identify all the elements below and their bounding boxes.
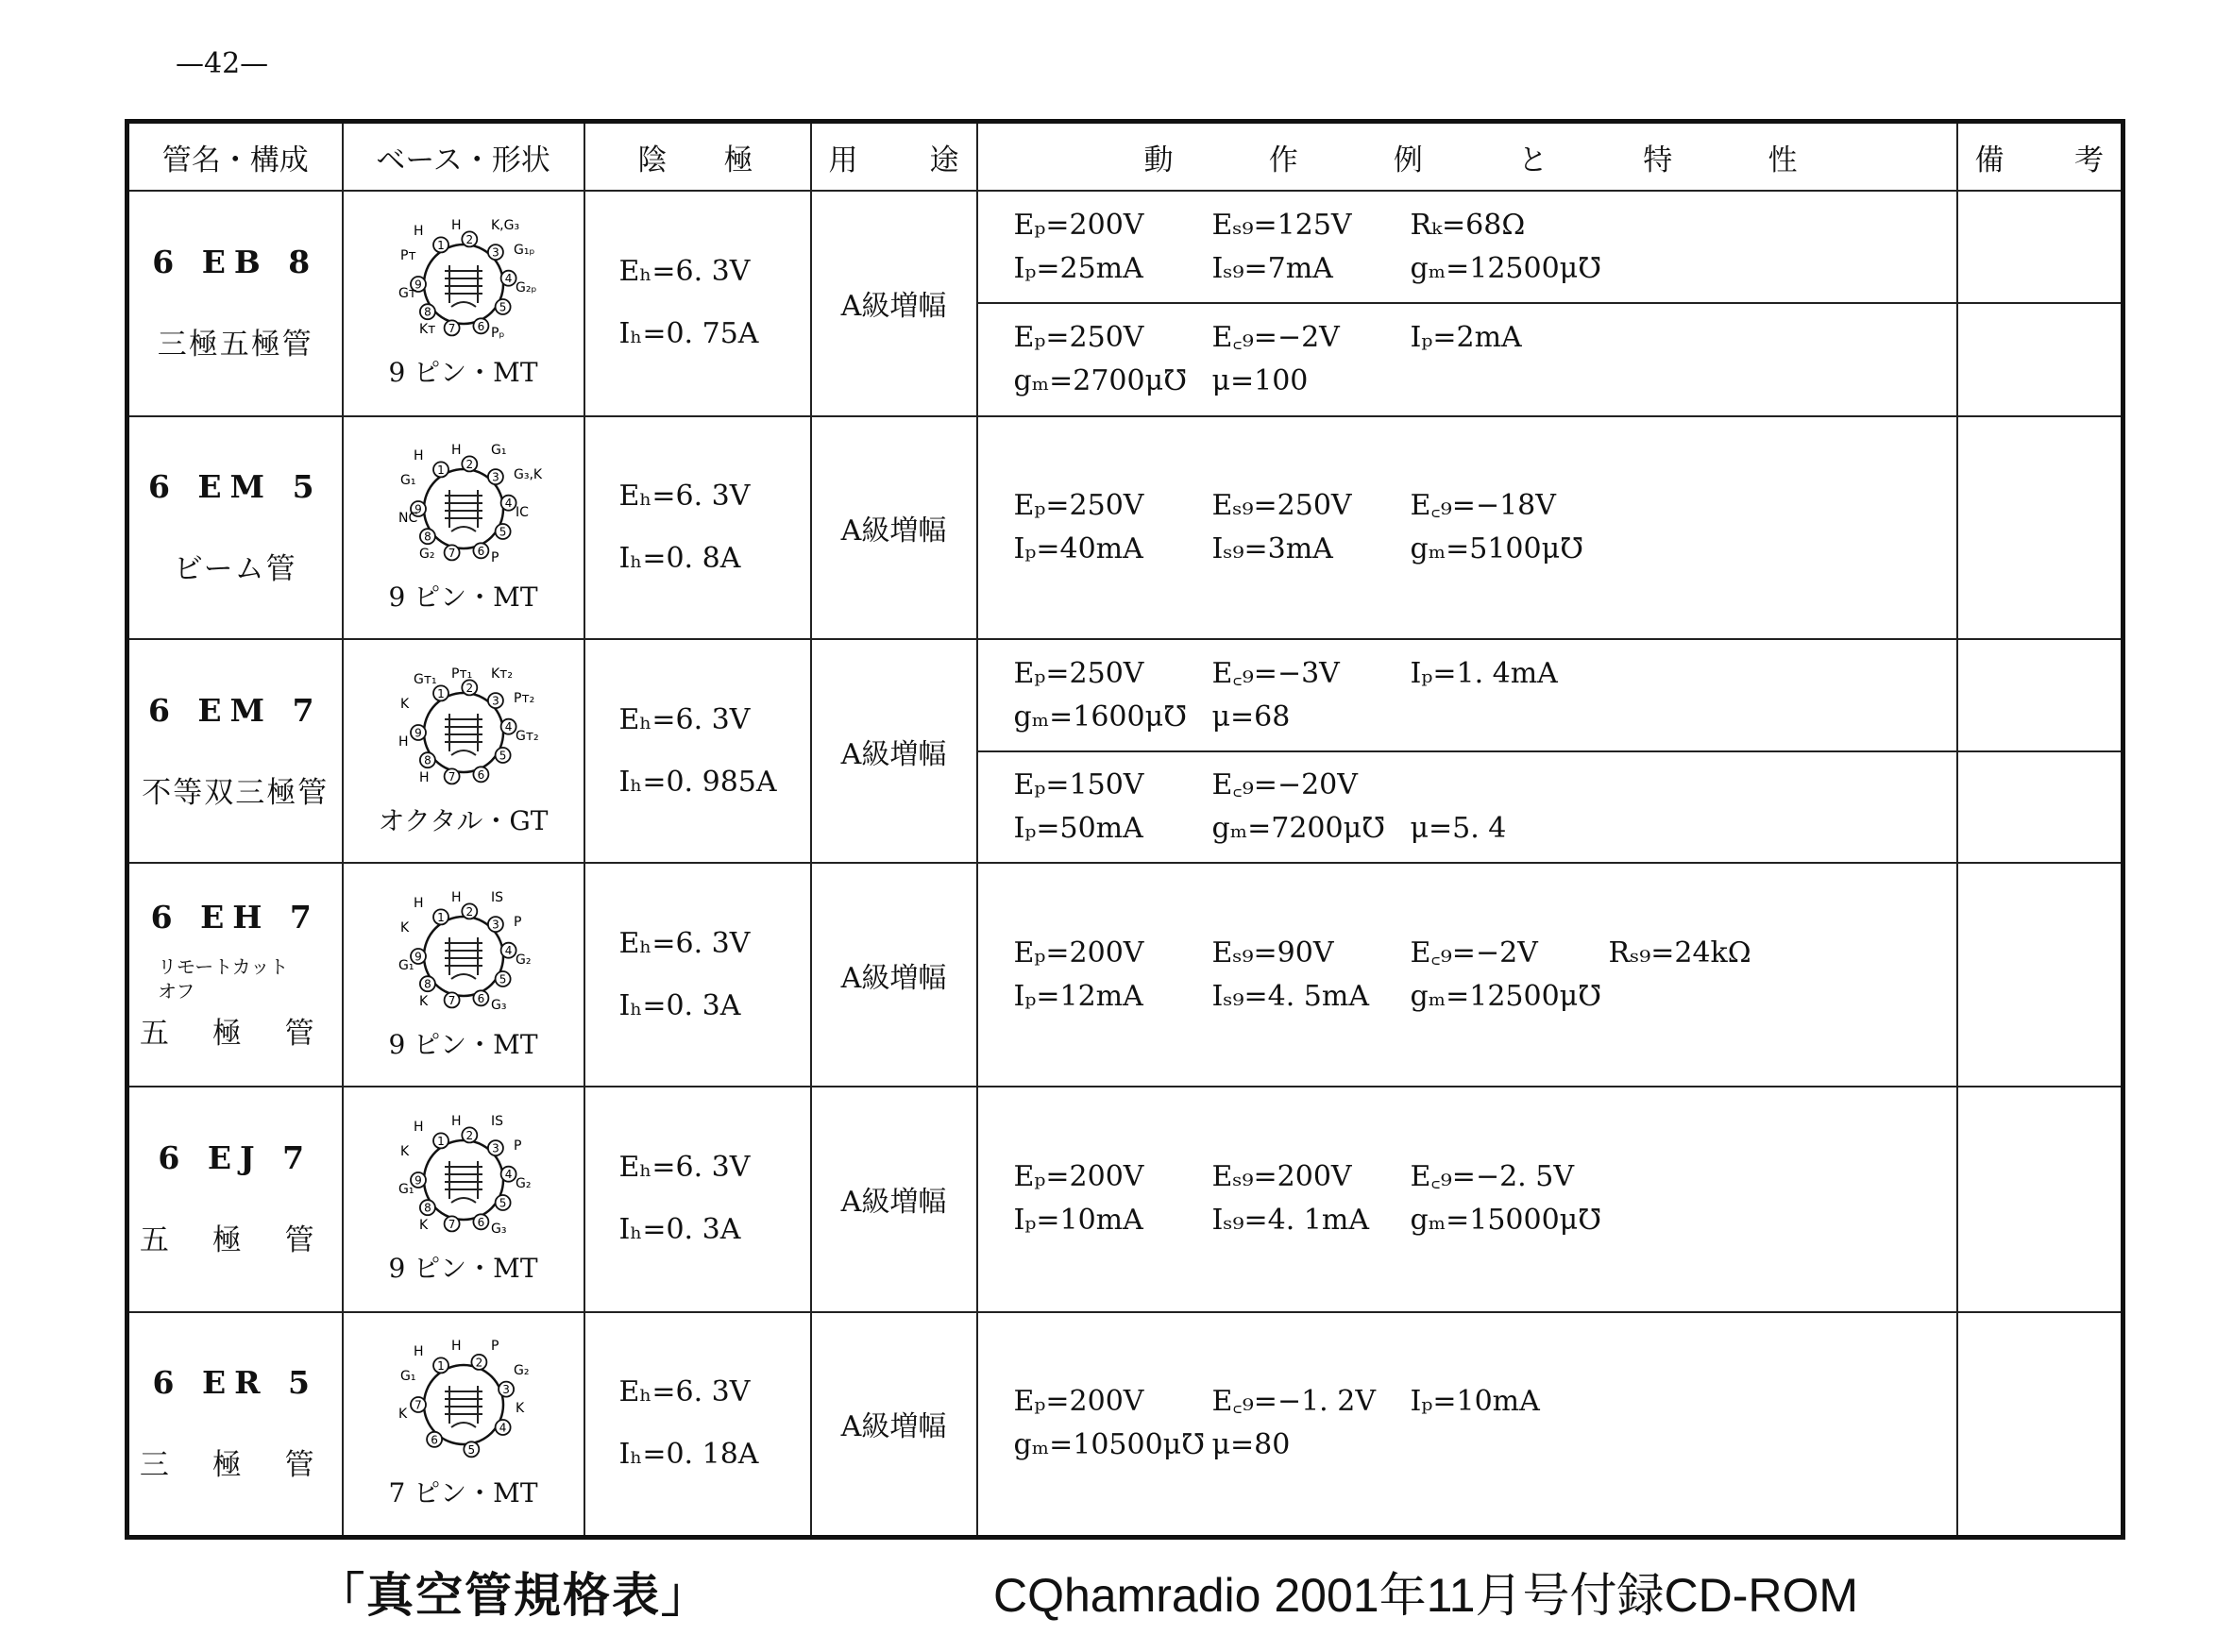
pin-number: 9 bbox=[414, 1173, 422, 1188]
operation-value: gₘ=1600μ℧ bbox=[1013, 700, 1187, 733]
operation-line bbox=[1014, 484, 1956, 528]
pin-label: Pᴛ bbox=[399, 248, 416, 264]
operation-value: Iₛ₉=4. 5mA bbox=[1211, 979, 1369, 1013]
pin-label: H bbox=[398, 733, 409, 750]
operation-value: Eₚ=150V bbox=[1013, 768, 1144, 802]
use-cell: A級増幅 bbox=[811, 639, 977, 863]
pin-number: 3 bbox=[491, 1141, 499, 1155]
pin-number: 1 bbox=[436, 464, 445, 478]
pin-label: Pᴛ₂ bbox=[513, 690, 534, 706]
notes-cell bbox=[1957, 639, 2123, 863]
heater-current: Iₕ=0. 3A bbox=[618, 1213, 741, 1247]
pin-label: G₃,K bbox=[513, 467, 542, 483]
pin-number: 3 bbox=[491, 918, 499, 932]
pin-number: 9 bbox=[414, 278, 422, 292]
operation-value: μ=100 bbox=[1211, 364, 1309, 398]
tube-construction: 三極五極管 bbox=[157, 328, 313, 362]
pin-label: Kᴛ bbox=[418, 322, 435, 338]
use-cell: A級増幅 bbox=[811, 1312, 977, 1538]
pin-label: K bbox=[399, 919, 409, 936]
operation-line bbox=[1014, 1424, 1956, 1467]
pin-label: Kᴛ₂ bbox=[490, 666, 513, 682]
heater-voltage: Eₕ=6. 3V bbox=[618, 1375, 751, 1409]
heater-current: Iₕ=0. 3A bbox=[618, 988, 741, 1022]
header-use-b: 途 bbox=[929, 143, 959, 177]
heater-current: Iₕ=0. 8A bbox=[618, 542, 741, 576]
operation-line bbox=[1014, 360, 1956, 403]
operation-value: E꜀₉=−1. 2V bbox=[1211, 1385, 1376, 1419]
pin-label: H bbox=[450, 443, 462, 459]
heater-voltage: Eₕ=6. 3V bbox=[618, 255, 751, 289]
cathode-cell bbox=[584, 639, 811, 863]
pin-label: K bbox=[418, 1218, 428, 1234]
cathode-cell bbox=[584, 191, 811, 416]
tube-construction: 五 極 管 bbox=[139, 1223, 331, 1258]
tube-name-cell bbox=[127, 1087, 343, 1312]
operation-value: Iₛ₉=3mA bbox=[1211, 532, 1333, 566]
operation-line bbox=[1014, 696, 1956, 739]
operation-value: μ=5. 4 bbox=[1410, 812, 1507, 846]
operation-value: gₘ=7200μ℧ bbox=[1211, 812, 1385, 846]
pin-label: G₂ bbox=[515, 952, 531, 968]
pin-number: 3 bbox=[501, 1383, 510, 1397]
pin-label: Pₚ bbox=[490, 326, 504, 342]
pin-label: IS bbox=[490, 1114, 503, 1130]
base-type: オクタル・GT bbox=[378, 804, 549, 836]
pin-label: H bbox=[450, 218, 462, 234]
operation-value: Eₚ=250V bbox=[1013, 489, 1144, 523]
pin-number: 8 bbox=[423, 530, 431, 544]
pin-diagram bbox=[393, 888, 534, 1020]
operation-line bbox=[1014, 652, 1956, 696]
operation-value: E꜀₉=−2V bbox=[1211, 321, 1340, 355]
operation-example bbox=[978, 417, 1956, 639]
tube-name: 6 EM 7 bbox=[147, 691, 323, 729]
tube-name-cell bbox=[127, 639, 343, 863]
pin-label: G₃ bbox=[490, 997, 506, 1013]
base-cell bbox=[343, 191, 584, 416]
pin-number: 6 bbox=[477, 544, 484, 558]
operation-value: μ=80 bbox=[1211, 1428, 1291, 1462]
tube-name-cell bbox=[127, 416, 343, 640]
header-operation-char: 性 bbox=[1768, 143, 1798, 177]
operation-line bbox=[1014, 764, 1956, 807]
pin-number: 4 bbox=[504, 497, 512, 511]
pin-label: G₁ bbox=[399, 473, 415, 489]
pin-number: 9 bbox=[414, 502, 422, 516]
pin-label: G₁ bbox=[399, 1369, 415, 1385]
pin-label: G₂ bbox=[513, 1363, 529, 1379]
header-use bbox=[811, 122, 977, 192]
pin-number: 2 bbox=[465, 681, 473, 695]
operation-value: gₘ=5100μ℧ bbox=[1410, 532, 1583, 566]
notes-cell bbox=[1957, 191, 2123, 416]
pin-label: H bbox=[413, 1344, 424, 1360]
pin-label: K,G₃ bbox=[490, 218, 519, 234]
operation-example bbox=[978, 1087, 1956, 1311]
base-cell bbox=[343, 639, 584, 863]
base-type: 9 ピン・MT bbox=[388, 582, 538, 614]
pin-number: 8 bbox=[423, 306, 431, 320]
operation-line bbox=[1014, 1380, 1956, 1424]
pin-label: H bbox=[413, 895, 424, 911]
operation-value: Eₛ₉=125V bbox=[1211, 208, 1352, 242]
pin-number: 8 bbox=[423, 977, 431, 991]
cathode-cell bbox=[584, 863, 811, 1087]
pin-number: 2 bbox=[465, 233, 473, 247]
page-number: —42— bbox=[176, 47, 269, 80]
pin-number: 7 bbox=[448, 322, 455, 336]
operation-value: gₘ=15000μ℧ bbox=[1410, 1204, 1602, 1238]
operation-value: Rₛ₉=24kΩ bbox=[1608, 936, 1751, 969]
operation-value: Eₚ=200V bbox=[1013, 936, 1144, 969]
operation-value: Eₚ=200V bbox=[1013, 208, 1144, 242]
operation-cell bbox=[977, 416, 1957, 640]
tube-name-cell bbox=[127, 863, 343, 1087]
table-row bbox=[127, 191, 2123, 416]
notes-cell bbox=[1957, 863, 2123, 1087]
operation-example bbox=[978, 192, 1956, 302]
operation-value: gₘ=12500μ℧ bbox=[1410, 251, 1602, 285]
pin-number: 7 bbox=[414, 1398, 422, 1412]
pin-number: 7 bbox=[448, 993, 455, 1007]
electrode-sketch bbox=[445, 937, 482, 979]
pin-number: 8 bbox=[423, 1202, 431, 1216]
electrode-sketch bbox=[445, 490, 482, 531]
pin-number: 5 bbox=[499, 749, 506, 763]
electrode-sketch bbox=[445, 265, 482, 307]
operation-value: Eₛ₉=200V bbox=[1211, 1160, 1352, 1194]
pin-label: G₃ bbox=[490, 1222, 506, 1238]
base-cell bbox=[343, 1087, 584, 1312]
operation-value: E꜀₉=−2. 5V bbox=[1410, 1160, 1574, 1194]
electrode-sketch bbox=[445, 714, 482, 755]
operation-cell bbox=[977, 191, 1957, 416]
pin-label: G₂ bbox=[418, 547, 434, 563]
pin-number: 7 bbox=[448, 547, 455, 561]
pin-label: G₂ₚ bbox=[515, 280, 536, 296]
pin-label: H bbox=[413, 1120, 424, 1136]
operation-example bbox=[978, 302, 1956, 414]
pin-number: 6 bbox=[477, 1216, 484, 1230]
pin-number: 5 bbox=[466, 1443, 475, 1458]
operation-value: Eₛ₉=250V bbox=[1211, 489, 1352, 523]
tube-construction: 五 極 管 bbox=[139, 1016, 331, 1051]
pin-label: IS bbox=[490, 889, 503, 905]
operation-value: Eₚ=200V bbox=[1013, 1385, 1144, 1419]
operation-cell bbox=[977, 639, 1957, 863]
operation-value: gₘ=2700μ℧ bbox=[1013, 364, 1187, 398]
pin-number: 4 bbox=[504, 943, 512, 957]
pin-label: G₁ₚ bbox=[513, 243, 534, 259]
operation-cell bbox=[977, 1087, 1957, 1312]
header-use-a: 用 bbox=[828, 143, 858, 177]
header-notes-a: 備 bbox=[1974, 143, 2005, 177]
header-operation-char: 例 bbox=[1393, 143, 1423, 177]
operation-value: Iₛ₉=7mA bbox=[1211, 251, 1333, 285]
tube-name: 6 EJ 7 bbox=[158, 1139, 313, 1177]
operation-value: E꜀₉=−2V bbox=[1410, 936, 1538, 969]
pin-number: 1 bbox=[436, 910, 445, 924]
pin-label: H bbox=[418, 769, 430, 785]
operation-value: Iₚ=50mA bbox=[1013, 812, 1143, 846]
tube-name: 6 EH 7 bbox=[150, 898, 320, 936]
operation-value: Eₚ=250V bbox=[1013, 321, 1144, 355]
header-operation-char: 動 bbox=[1143, 143, 1174, 177]
base-type: 9 ピン・MT bbox=[388, 357, 538, 389]
header-notes-b: 考 bbox=[2074, 143, 2104, 177]
pin-number: 4 bbox=[504, 720, 512, 734]
pin-number: 2 bbox=[465, 904, 473, 919]
pin-label: H bbox=[450, 1114, 462, 1130]
heater-voltage: Eₕ=6. 3V bbox=[618, 926, 751, 960]
header-operation-char: 特 bbox=[1643, 143, 1673, 177]
pin-number: 1 bbox=[436, 239, 445, 253]
pin-number: 2 bbox=[475, 1356, 482, 1370]
operation-example bbox=[978, 750, 1956, 862]
operation-line bbox=[1014, 1155, 1956, 1199]
pin-number: 6 bbox=[477, 991, 484, 1005]
notes-subcell bbox=[1958, 640, 2122, 750]
tube-construction: 三 極 管 bbox=[139, 1448, 331, 1483]
table-row bbox=[127, 1312, 2123, 1538]
pin-label: P bbox=[513, 1138, 521, 1155]
pin-number: 7 bbox=[448, 1218, 455, 1232]
heater-current: Iₕ=0. 18A bbox=[618, 1438, 759, 1472]
pin-number: 6 bbox=[430, 1433, 438, 1447]
pin-diagram bbox=[393, 216, 534, 348]
pin-label: NC bbox=[398, 511, 417, 527]
operation-value: Iₚ=12mA bbox=[1013, 979, 1143, 1013]
header-cathode-a: 陰 bbox=[637, 143, 668, 177]
operation-line bbox=[1014, 528, 1956, 571]
tube-name: 6 ER 5 bbox=[152, 1364, 318, 1402]
heater-voltage: Eₕ=6. 3V bbox=[618, 1151, 751, 1185]
pin-number: 6 bbox=[477, 320, 484, 334]
operation-line bbox=[1014, 1199, 1956, 1242]
operation-line bbox=[1014, 932, 1956, 975]
operation-example bbox=[978, 864, 1956, 1086]
footer-source-title: 「真空管規格表」 bbox=[317, 1569, 710, 1622]
electrode-sketch bbox=[445, 1386, 482, 1427]
pin-label: G₁ bbox=[490, 443, 506, 459]
pin-number: 3 bbox=[491, 694, 499, 708]
pin-label: P bbox=[513, 914, 521, 930]
operation-line bbox=[1014, 204, 1956, 247]
pin-label: K bbox=[399, 696, 409, 712]
electrode-sketch bbox=[445, 1161, 482, 1203]
pin-number: 2 bbox=[465, 1129, 473, 1143]
tube-name-cell bbox=[127, 191, 343, 416]
tube-construction: 不等双三極管 bbox=[142, 775, 330, 810]
pin-number: 5 bbox=[499, 972, 506, 986]
footer-publication: CQhamradio 2001年11月号付録CD-ROM bbox=[993, 1569, 1858, 1622]
pin-label: K bbox=[398, 1407, 407, 1423]
pin-label: K bbox=[418, 993, 428, 1009]
operation-value: Iₚ=1. 4mA bbox=[1410, 656, 1558, 690]
header-notes bbox=[1957, 122, 2123, 192]
pin-label: Gᴛ bbox=[398, 286, 416, 302]
use-cell: A級増幅 bbox=[811, 1087, 977, 1312]
operation-value: Eₚ=250V bbox=[1013, 656, 1144, 690]
tube-name: 6 EM 5 bbox=[147, 468, 323, 506]
operation-value: μ=68 bbox=[1211, 700, 1291, 733]
operation-cell bbox=[977, 1312, 1957, 1538]
pin-number: 4 bbox=[504, 1168, 512, 1182]
header-operation bbox=[977, 122, 1957, 192]
use-cell: A級増幅 bbox=[811, 863, 977, 1087]
base-cell bbox=[343, 863, 584, 1087]
heater-voltage: Eₕ=6. 3V bbox=[618, 480, 751, 514]
cathode-cell bbox=[584, 1087, 811, 1312]
pin-number: 6 bbox=[477, 767, 484, 782]
pin-label: Gᴛ₁ bbox=[413, 671, 437, 687]
table-row bbox=[127, 863, 2123, 1087]
operation-value: E꜀₉=−18V bbox=[1410, 489, 1556, 523]
header-operation-char: 作 bbox=[1268, 143, 1298, 177]
base-cell bbox=[343, 416, 584, 640]
operation-value: gₘ=12500μ℧ bbox=[1410, 979, 1602, 1013]
use-cell: A級増幅 bbox=[811, 191, 977, 416]
pin-diagram bbox=[393, 1337, 534, 1469]
pin-diagram bbox=[393, 1112, 534, 1244]
pin-label: K bbox=[515, 1401, 524, 1417]
operation-line bbox=[1014, 975, 1956, 1019]
header-base: ベース・形状 bbox=[343, 122, 584, 192]
pin-label: H bbox=[413, 224, 424, 240]
table-row bbox=[127, 639, 2123, 863]
pin-diagram bbox=[393, 441, 542, 573]
pin-label: K bbox=[399, 1144, 409, 1160]
operation-value: Iₚ=10mA bbox=[1410, 1385, 1540, 1419]
heater-voltage: Eₕ=6. 3V bbox=[618, 702, 751, 736]
use-cell: A級増幅 bbox=[811, 416, 977, 640]
cathode-cell bbox=[584, 416, 811, 640]
base-cell bbox=[343, 1312, 584, 1538]
operation-cell bbox=[977, 863, 1957, 1087]
operation-line bbox=[1014, 807, 1956, 851]
operation-value: Eₚ=200V bbox=[1013, 1160, 1144, 1194]
operation-value: Iₚ=2mA bbox=[1410, 321, 1522, 355]
pin-number: 5 bbox=[499, 1196, 506, 1210]
heater-current: Iₕ=0. 985A bbox=[618, 765, 777, 799]
pin-label: P bbox=[490, 1339, 499, 1355]
pin-number: 2 bbox=[465, 458, 473, 472]
pin-number: 5 bbox=[499, 300, 506, 314]
header-cathode-b: 極 bbox=[723, 143, 753, 177]
tube-name: 6 EB 8 bbox=[152, 244, 319, 281]
operation-line bbox=[1014, 247, 1956, 291]
operation-value: E꜀₉=−3V bbox=[1211, 656, 1340, 690]
notes-subcell bbox=[1958, 750, 2122, 862]
pin-label: Pᴛ₁ bbox=[450, 666, 472, 682]
operation-value: Eₛ₉=90V bbox=[1211, 936, 1334, 969]
tube-construction: ビーム管 bbox=[173, 552, 297, 587]
notes-cell bbox=[1957, 416, 2123, 640]
notes-subcell bbox=[1958, 192, 2122, 302]
operation-example bbox=[978, 640, 1956, 750]
pin-number: 1 bbox=[436, 686, 445, 700]
header-cathode bbox=[584, 122, 811, 192]
pin-label: G₂ bbox=[515, 1176, 531, 1192]
table-row bbox=[127, 416, 2123, 640]
tube-subtype: リモートカット オフ bbox=[158, 954, 289, 1003]
operation-value: Iₚ=40mA bbox=[1013, 532, 1143, 566]
pin-label: G₁ bbox=[398, 1182, 414, 1198]
pin-number: 3 bbox=[491, 470, 499, 484]
pin-diagram bbox=[393, 665, 539, 797]
pin-number: 1 bbox=[436, 1135, 445, 1149]
pin-number: 5 bbox=[499, 525, 506, 539]
operation-value: Iₛ₉=4. 1mA bbox=[1211, 1204, 1369, 1238]
pin-label: IC bbox=[515, 505, 529, 521]
base-type: 9 ピン・MT bbox=[388, 1028, 538, 1060]
operation-value: Iₚ=10mA bbox=[1013, 1204, 1143, 1238]
operation-line bbox=[1014, 316, 1956, 360]
pin-label: G₁ bbox=[398, 957, 414, 973]
table-header-row bbox=[127, 122, 2123, 192]
operation-value: Rₖ=68Ω bbox=[1410, 208, 1526, 242]
pin-number: 7 bbox=[448, 769, 455, 784]
notes-cell bbox=[1957, 1087, 2123, 1312]
pin-label: H bbox=[413, 448, 424, 464]
tube-name-cell bbox=[127, 1312, 343, 1538]
pin-number: 9 bbox=[414, 726, 422, 740]
operation-value: E꜀₉=−20V bbox=[1211, 768, 1358, 802]
tube-spec-table bbox=[125, 119, 2125, 1540]
pin-label: P bbox=[490, 550, 499, 566]
pin-number: 9 bbox=[414, 950, 422, 964]
operation-example bbox=[978, 1313, 1956, 1535]
pin-number: 4 bbox=[504, 272, 512, 286]
notes-cell bbox=[1957, 1312, 2123, 1538]
operation-value: gₘ=10500μ℧ bbox=[1013, 1428, 1206, 1462]
base-type: 7 ピン・MT bbox=[388, 1477, 538, 1509]
pin-label: H bbox=[450, 1339, 462, 1355]
header-tube-name: 管名・構成 bbox=[127, 122, 343, 192]
pin-label: Gᴛ₂ bbox=[515, 728, 539, 744]
pin-number: 3 bbox=[491, 245, 499, 260]
cathode-cell bbox=[584, 1312, 811, 1538]
pin-label: H bbox=[450, 889, 462, 905]
notes-subcell bbox=[1958, 302, 2122, 414]
table-row bbox=[127, 1087, 2123, 1312]
pin-number: 1 bbox=[436, 1359, 445, 1374]
base-type: 9 ピン・MT bbox=[388, 1253, 538, 1285]
heater-current: Iₕ=0. 75A bbox=[618, 317, 759, 351]
pin-number: 8 bbox=[423, 753, 431, 767]
pin-number: 4 bbox=[499, 1421, 506, 1435]
header-operation-char: と bbox=[1518, 143, 1548, 177]
operation-value: Iₚ=25mA bbox=[1013, 251, 1143, 285]
